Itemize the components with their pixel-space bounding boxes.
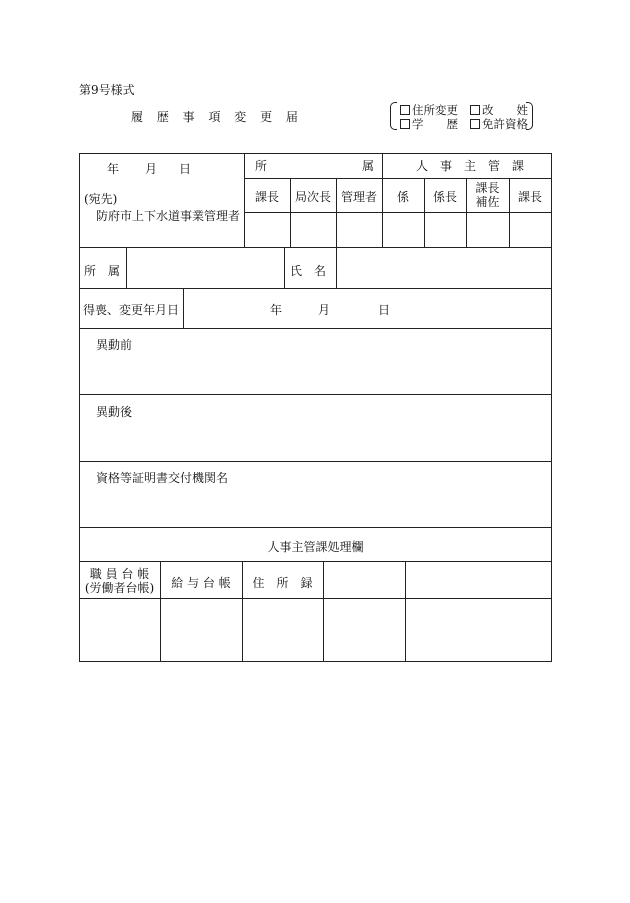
staff-ledger-header: 職 員 台 帳 (労働者台帳) — [84, 567, 155, 595]
approval-administrator: 管理者 — [340, 190, 377, 204]
affiliation-label: 所 属 — [84, 264, 121, 278]
affiliation-header-2: 属 — [362, 159, 375, 173]
checkbox-surname-change[interactable]: 改 姓 — [470, 102, 528, 118]
stamp-box-deputy-director[interactable] — [291, 213, 336, 247]
stamp-box-staff[interactable] — [383, 213, 424, 247]
blank-cell-2[interactable] — [406, 599, 551, 661]
certificate-issuer-field[interactable] — [80, 485, 551, 527]
before-transfer-field[interactable] — [80, 352, 551, 394]
checkbox-icon[interactable] — [400, 119, 410, 129]
after-transfer-label: 異動後 — [96, 405, 133, 419]
approval-hr-chief: 課長 — [517, 190, 542, 204]
checkbox-license[interactable]: 免許資格 — [470, 116, 528, 132]
blank-header-1 — [324, 562, 405, 598]
name-label: 氏 名 — [290, 264, 327, 278]
after-transfer-field[interactable] — [80, 419, 551, 461]
change-date-day: 日 — [378, 303, 391, 317]
addressee-label: (宛先) — [84, 192, 118, 206]
affiliation-header-1: 所 — [255, 159, 268, 173]
processing-title: 人事主管課処理欄 — [267, 540, 364, 554]
checkbox-icon[interactable] — [400, 105, 410, 115]
change-type-checklist — [390, 101, 533, 131]
checkbox-address-change[interactable]: 住所変更 — [400, 102, 458, 118]
checkbox-icon[interactable] — [470, 119, 480, 129]
date-year-label: 年 — [107, 162, 120, 176]
approval-deputy-director: 局次長 — [294, 190, 331, 204]
stamp-box-hr-chief[interactable] — [510, 213, 551, 247]
name-field[interactable] — [337, 248, 551, 288]
change-date-month: 月 — [318, 303, 331, 317]
checkbox-icon[interactable] — [470, 105, 480, 115]
date-month-label: 月 — [145, 162, 158, 176]
blank-header-2 — [406, 562, 551, 598]
stamp-box-administrator[interactable] — [337, 213, 382, 247]
affiliation-field[interactable] — [127, 248, 284, 288]
stamp-box-section-chief[interactable] — [245, 213, 290, 247]
approval-subsection-chief: 係長 — [432, 190, 457, 204]
form-number: 第9号様式 — [79, 83, 135, 97]
change-date-label: 得喪、変更年月日 — [83, 303, 180, 317]
certificate-issuer-label: 資格等証明書交付機関名 — [96, 471, 229, 485]
salary-ledger-cell[interactable] — [161, 599, 242, 661]
blank-cell-1[interactable] — [324, 599, 405, 661]
approval-assistant-chief: 課長 補佐 — [475, 181, 500, 209]
stamp-box-assistant-chief[interactable] — [467, 213, 509, 247]
address-book-cell[interactable] — [243, 599, 323, 661]
approval-section-chief: 課長 — [254, 190, 279, 204]
form-title: 履 歴 事 項 変 更 届 — [131, 110, 303, 124]
change-date-year: 年 — [270, 303, 283, 317]
date-day-label: 日 — [179, 162, 192, 176]
approval-staff: 係 — [396, 190, 409, 204]
hr-section-header: 人 事 主 管 課 — [416, 159, 525, 173]
before-transfer-label: 異動前 — [96, 338, 133, 352]
salary-ledger-header: 給 与 台 帳 — [171, 576, 231, 590]
checkbox-education[interactable]: 学 歴 — [400, 116, 458, 132]
stamp-box-subsection-chief[interactable] — [425, 213, 466, 247]
staff-ledger-cell[interactable] — [80, 599, 160, 661]
addressee: 防府市上下水道事業管理者 — [96, 209, 241, 223]
left-bracket — [390, 102, 397, 130]
address-book-header: 住 所 録 — [252, 576, 313, 590]
